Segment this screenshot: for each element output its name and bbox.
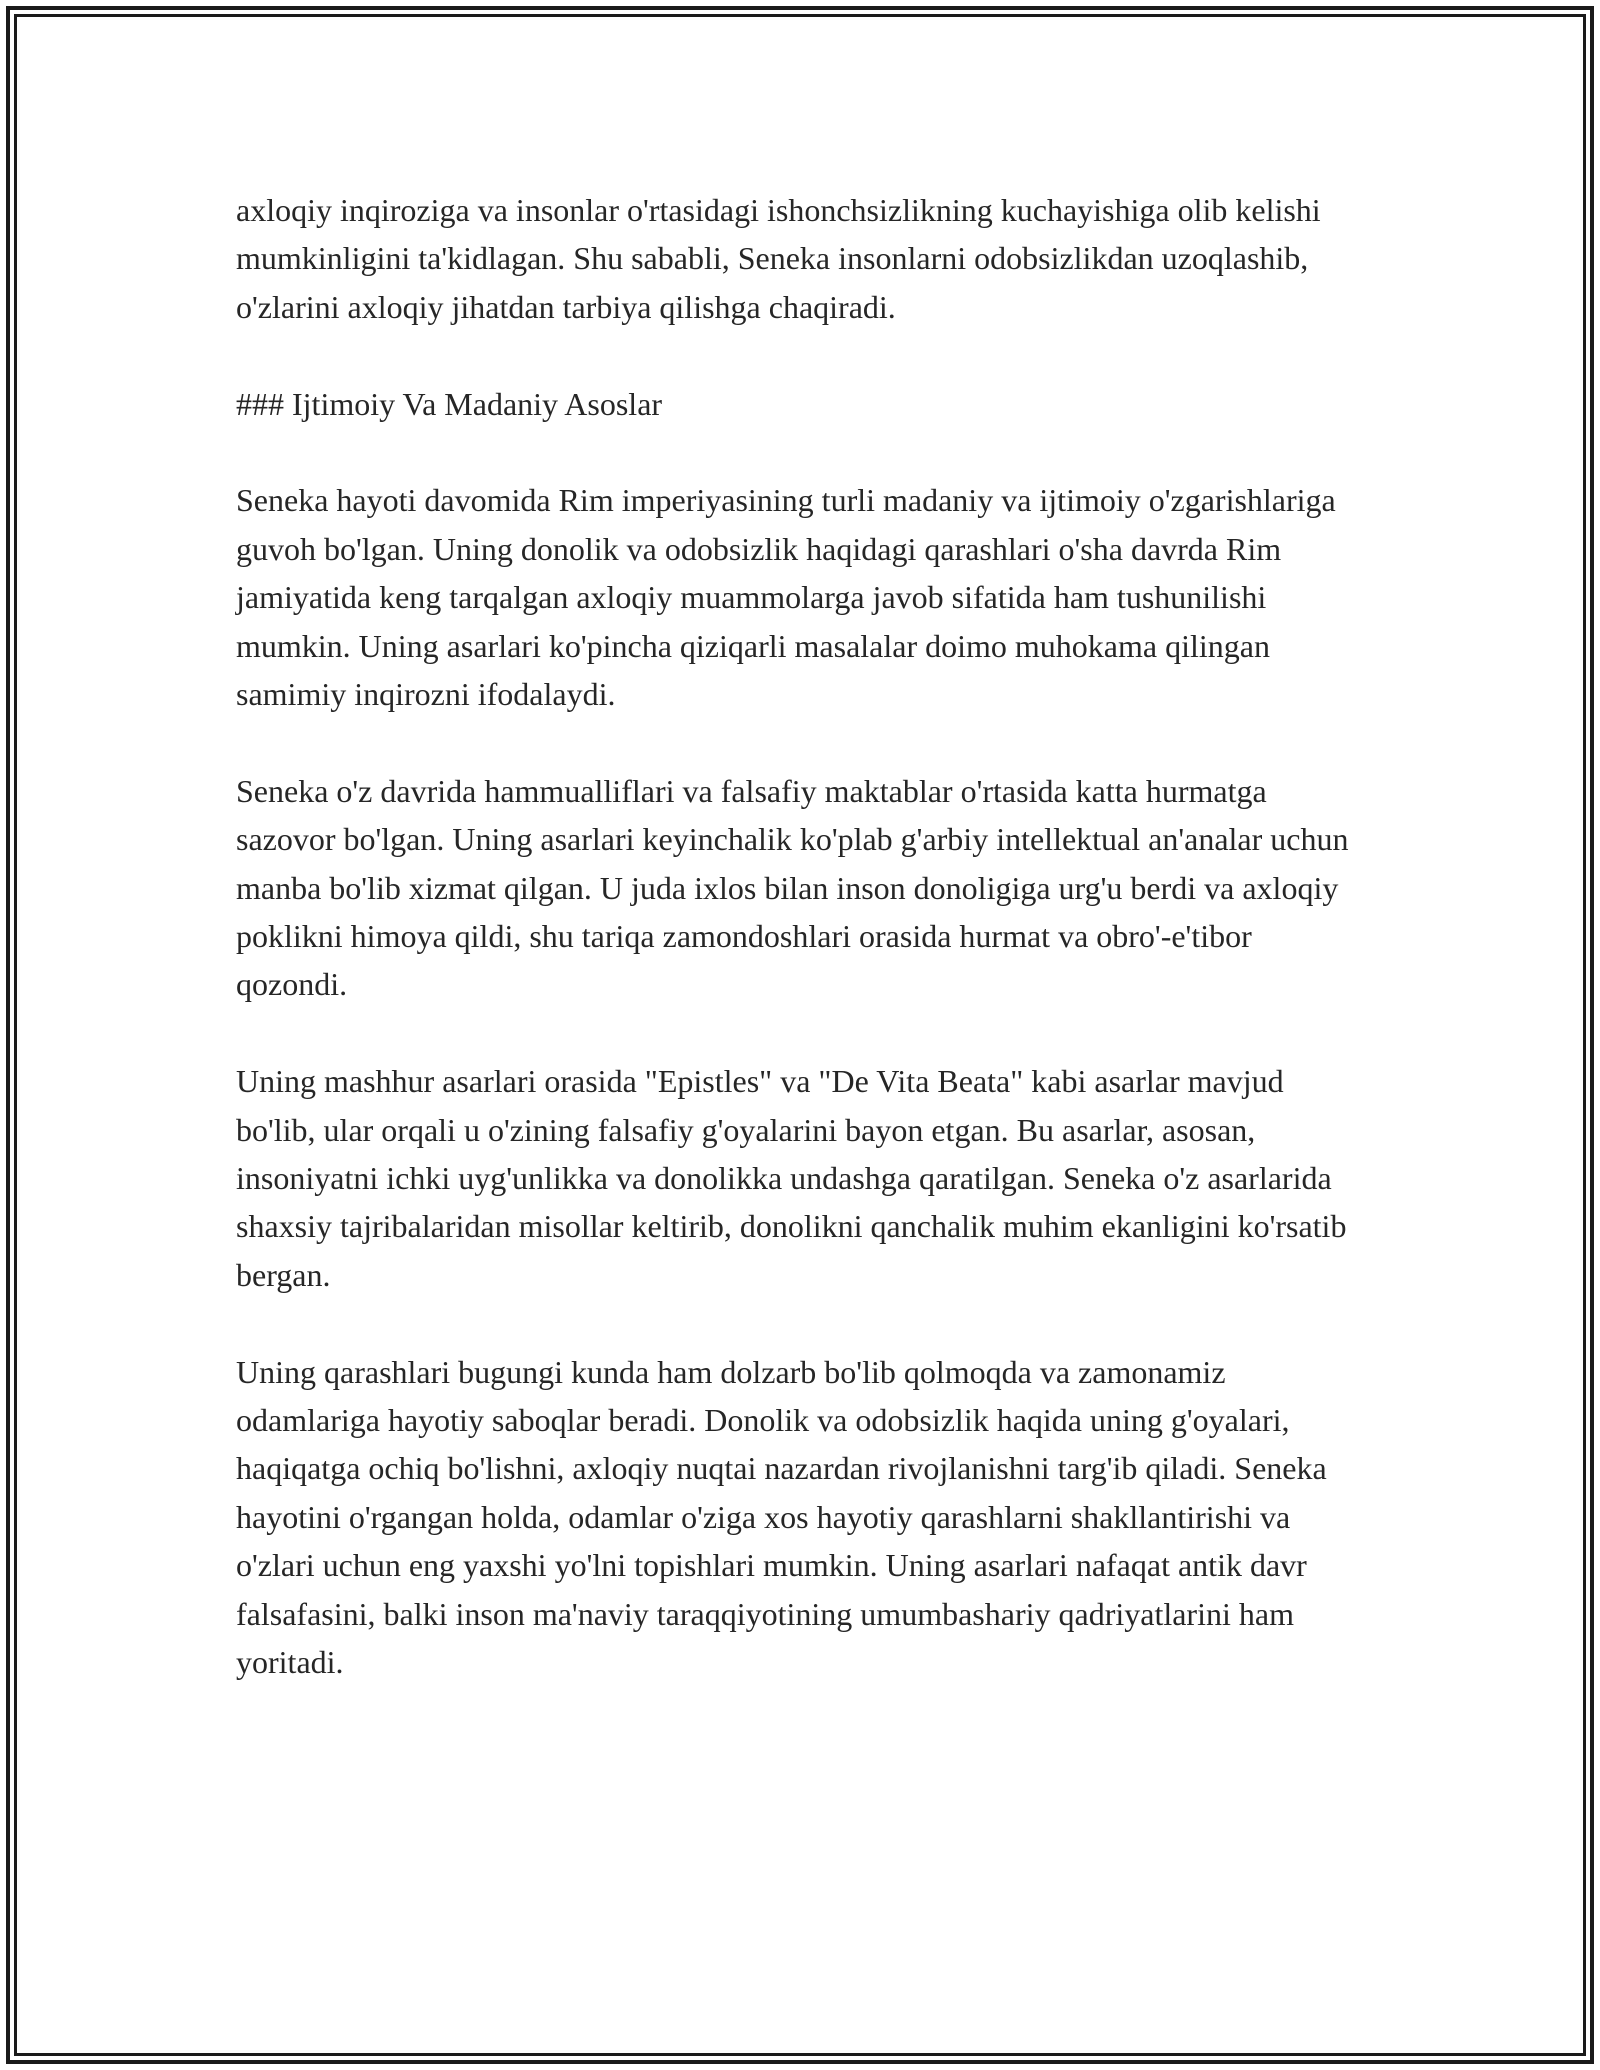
paragraph-relevance: Uning qarashlari bugungi kunda ham dolzarb bo'lib qolmoqda va zamonamiz odamlariga hayotiy saboqlar beradi. Donolik va odobsizlik haqida uning g'oyalari, haqiqatga ochiq bo'lishni, axloqiy nuqtai nazardan rivojlanishni targ'ib qiladi. Seneka hayotini o'rgangan holda, odamlar o'ziga xos hayotiy qarashlarni shakllantirishi va o'zlari uchun eng yaxshi yo'lni topishlari mumkin. Uning asarlari nafaqat antik davr falsafasini, balki inson ma'naviy taraqqiyotining umumbashariy qadriyatlarini ham yoritadi. [236, 1353, 1327, 1681]
paragraph-intro-continuation: axloqiy inqiroziga va insonlar o'rtasidagi ishonchsizlikning kuchayishiga olib kelishi mumkinligini ta'kidlagan. Shu sababli, Seneka insonlarni odobsizlikdan uzoqlashib, o'zlarini axloqiy jihatdan tarbiya qilishga chaqiradi. [236, 192, 1321, 325]
section-heading: ### Ijtimoiy Va Madaniy Asoslar [236, 385, 663, 422]
paragraph-rome-changes: Seneka hayoti davomida Rim imperiyasining turli madaniy va ijtimoiy o'zgarishlariga guvoh bo'lgan. Uning donolik va odobsizlik haqidagi qarashlari o'sha davrda Rim jamiyatida keng tarqalgan axloqiy muammolarga javob sifatida ham tushunilishi mumkin. Uning asarlari ko'pincha qiziqarli masalalar doimo muhokama qilingan samimiy inqirozni ifodalaydi. [236, 482, 1336, 713]
document-body [236, 186, 1366, 1687]
paragraph-works: Uning mashhur asarlari orasida "Epistles" va "De Vita Beata" kabi asarlar mavjud bo'lib, ular orqali u o'zining falsafiy g'oyalarini bayon etgan. Bu asarlar, asosan, insoniyatni ichki uyg'unlikka va donolikka undashga qaratilgan. Seneka o'z asarlarida shaxsiy tajribalaridan misollar keltirib, donolikni qanchalik muhim ekanligini ko'rsatib bergan. [236, 1063, 1347, 1293]
paragraph-respect: Seneka o'z davrida hammualliflari va falsafiy maktablar o'rtasida katta hurmatga sazovor bo'lgan. Uning asarlari keyinchalik ko'plab g'arbiy intellektual an'analar uchun manba bo'lib xizmat qilgan. U juda ixlos bilan inson donoligiga urg'u berdi va axloqiy poklikni himoya qildi, shu tariqa zamondoshlari orasida hurmat va obro'-e'tibor qozondi. [236, 772, 1349, 1003]
